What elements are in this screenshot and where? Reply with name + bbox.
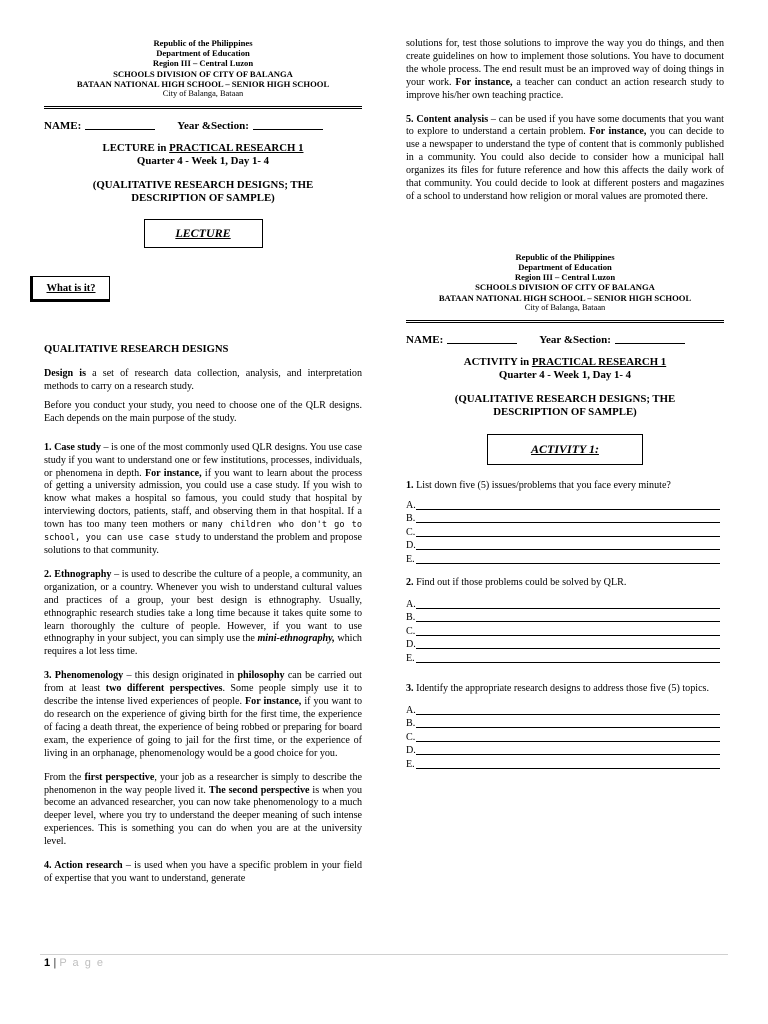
- continuation-fi: For instance,: [455, 76, 513, 88]
- header-line-2: Department of Education: [156, 48, 250, 59]
- answer-line[interactable]: C.: [406, 625, 720, 638]
- content-analysis-fi: For instance,: [589, 126, 647, 138]
- activity-header: [406, 252, 724, 313]
- q3-answers: [406, 704, 720, 771]
- phenomenology-fi: For instance,: [245, 696, 302, 708]
- case-study-fi: For instance,: [144, 467, 202, 479]
- action-research-text: – is used when you have a specific problem in your field of expertise that you want to understand, generate: [44, 860, 362, 884]
- q1-text: List down five (5) issues/problems that you face every minute?: [413, 480, 671, 492]
- phenomenology-text-2: can be carried out from at least: [44, 670, 362, 695]
- q1-answers: [406, 499, 720, 566]
- answer-line[interactable]: A.: [406, 704, 720, 717]
- activity-subject: PRACTICAL RESEARCH 1: [531, 356, 667, 369]
- phenomenology-two: two different perspectives: [105, 683, 223, 695]
- content-analysis-text-2: you can decide to use a newspaper to understand the type of content that is commonly published in a community. You could also decide to consider how a municipal hall organizes its files for future reference and how this affects the daily work of that community. You could decide to look at different posters and magazines of a school to understand how religion or moral values are promoted there.: [406, 126, 725, 202]
- continuation-text-1: solutions for, test those solutions to improve the way you do things, and then create guidelines on how to implement those solutions. You have to document the whole process. The end result must be an improved way of doing things in your work.: [406, 38, 724, 88]
- answer-line[interactable]: C.: [406, 526, 720, 539]
- activity-header-line-4: SCHOOLS DIVISION OF CITY OF BALANGA: [475, 282, 655, 293]
- second-perspective: The second perspective: [208, 784, 310, 796]
- activity-header-line-6: City of Balanga, Bataan: [524, 302, 606, 312]
- answer-line[interactable]: B.: [406, 717, 720, 730]
- phenomenology-text-3: . Some people simply use it to describe the intense lived experiences of people.: [44, 683, 362, 708]
- phenomenology-philosophy: philosophy: [237, 670, 285, 682]
- activity-box: ACTIVITY 1:: [487, 434, 643, 465]
- content-analysis-text-1: – can be used if you have some documents that you want to explore to understand a certain problem.: [406, 113, 724, 138]
- activity-quarter: Quarter 4 - Week 1, Day 1- 4: [498, 369, 632, 382]
- answer-line[interactable]: E.: [406, 652, 720, 665]
- q2-text: Find out if those problems could be solved by QLR.: [413, 577, 627, 589]
- design-paragraph: [44, 368, 362, 394]
- activity-name-blank[interactable]: [447, 334, 517, 344]
- question-2: [406, 577, 724, 590]
- page-footer: [44, 957, 105, 969]
- question-3: [406, 683, 724, 696]
- right-column: [406, 38, 724, 771]
- lecture-header: [44, 38, 362, 99]
- design-term: Design is: [44, 368, 87, 380]
- case-study-paragraph: [44, 442, 362, 558]
- answer-line[interactable]: D.: [406, 744, 720, 757]
- mini-ethnography: mini-ethnography,: [257, 633, 335, 645]
- perspectives-paragraph: [44, 772, 362, 849]
- ethnography-text-2: which requires a lot less time.: [44, 633, 362, 658]
- action-research-paragraph: [44, 860, 362, 886]
- content-analysis-paragraph: [406, 114, 724, 204]
- answer-line[interactable]: D.: [406, 539, 720, 552]
- lecture-subject: PRACTICAL RESEARCH 1: [169, 142, 304, 155]
- header-line-5: BATAAN NATIONAL HIGH SCHOOL – SENIOR HIGH SCHOOL: [76, 78, 330, 89]
- section-heading: QUALITATIVE RESEARCH DESIGNS: [44, 344, 229, 356]
- answer-line[interactable]: E.: [406, 553, 720, 566]
- lecture-box: LECTURE: [144, 219, 263, 248]
- perspectives-text-2: , your job as a researcher is simply to describe the phenomenon in the way people lived it.: [44, 771, 362, 796]
- perspectives-text-1: From the: [44, 771, 85, 783]
- footer-separator: |: [53, 957, 57, 969]
- name-label: NAME:: [44, 120, 82, 133]
- header-divider: [44, 106, 362, 109]
- lecture-quarter: Quarter 4 - Week 1, Day 1- 4: [136, 155, 270, 168]
- answer-line[interactable]: B.: [406, 611, 720, 624]
- year-section-blank[interactable]: [253, 120, 323, 130]
- name-row: [44, 120, 362, 132]
- continuation-text-2: a teacher can conduct an action research study to improve his/her own teaching practice.: [406, 76, 724, 101]
- answer-line[interactable]: B.: [406, 512, 720, 525]
- case-study-text-3: to understand the problem and propose solutions to that community.: [44, 532, 363, 556]
- header-line-6: City of Balanga, Bataan: [162, 89, 244, 99]
- activity-header-line-2: Department of Education: [518, 262, 612, 273]
- q1-number: 1.: [406, 480, 414, 492]
- q2-answers: [406, 598, 720, 665]
- answer-line[interactable]: D.: [406, 638, 720, 651]
- q2-number: 2.: [406, 577, 414, 589]
- answer-line[interactable]: A.: [406, 598, 720, 611]
- header-line-1: Republic of the Philippines: [153, 38, 253, 48]
- first-perspective: first perspective: [84, 771, 155, 783]
- activity-title-prefix: ACTIVITY in: [463, 356, 530, 369]
- phenomenology-paragraph: [44, 670, 362, 760]
- answer-line[interactable]: E.: [406, 758, 720, 771]
- phenomenology-text-4: if you want to do research on the experience of giving birth for the first time, the experience of facing a death threat, the experience of being robbed or preparing for board exam, the experience of going to jail for the first time, or the experience of living in an orphanage, phenomenology would be a good choice for you.: [44, 696, 363, 759]
- question-1: [406, 480, 724, 493]
- page-number: 1: [44, 957, 51, 969]
- lecture-topic: (QUALITATIVE RESEARCH DESIGNS; THE DESCRIPTION OF SAMPLE): [92, 179, 314, 205]
- ethnography-text-1: – is used to describe the culture of a people, a community, an organization, or a country. Whenever you wish to understand cultural values and practices of a group, your best design is ethnography. Usually, ethnographic research studies take a long time because it takes quite some to learn thoroughly the culture of people. However, if you want to use ethnography in your subject, you can simply use the: [44, 568, 363, 645]
- lecture-title: [44, 142, 362, 155]
- name-blank[interactable]: [85, 120, 155, 130]
- perspectives-text-3: is when you become an advanced researcher, you can now take phenomenology to a much deeper level, where you try to understand the deeper meaning of such intense experiences. This is something you can do when you are at the university level.: [44, 784, 363, 848]
- page-word: P a g e: [59, 957, 105, 969]
- header-line-3: Region III – Central Luzon: [152, 58, 254, 69]
- intro-paragraph: Before you conduct your study, you need to choose one of the QLR designs. Each depends on the main purpose of the study.: [44, 399, 362, 424]
- activity-year-section-label: Year &Section:: [539, 334, 611, 347]
- what-is-it-label: What is it?: [30, 276, 110, 302]
- action-research-term: 4. Action research: [44, 860, 123, 872]
- activity-name-label: NAME:: [406, 334, 444, 347]
- phenomenology-text-1: – this design originated in: [123, 670, 238, 682]
- ethnography-paragraph: [44, 569, 362, 659]
- case-study-term: 1. Case study: [44, 441, 101, 453]
- content-analysis-term: 5. Content analysis: [406, 113, 489, 125]
- q3-text: Identify the appropriate research designs to address those five (5) topics.: [413, 682, 710, 694]
- activity-header-line-3: Region III – Central Luzon: [514, 272, 616, 283]
- activity-header-line-5: BATAAN NATIONAL HIGH SCHOOL – SENIOR HIGH SCHOOL: [438, 292, 692, 303]
- phenomenology-term: 3. Phenomenology: [44, 670, 124, 682]
- activity-header-line-1: Republic of the Philippines: [515, 251, 615, 262]
- lecture-title-prefix: LECTURE in: [102, 142, 167, 155]
- q3-number: 3.: [406, 682, 414, 694]
- activity-year-section-blank[interactable]: [615, 334, 685, 344]
- activity-name-row: [406, 334, 724, 346]
- case-study-mono: many children who don't go to school, you can use case study: [44, 520, 362, 544]
- answer-line[interactable]: A.: [406, 499, 720, 512]
- activity-title: [406, 356, 724, 369]
- year-section-label: Year &Section:: [177, 120, 249, 133]
- action-research-continuation: [406, 38, 724, 103]
- lecture-column: [44, 38, 362, 886]
- answer-line[interactable]: C.: [406, 731, 720, 744]
- activity-topic: (QUALITATIVE RESEARCH DESIGNS; THE DESCRIPTION OF SAMPLE): [454, 393, 676, 419]
- activity-header-divider: [406, 320, 724, 323]
- header-line-4: SCHOOLS DIVISION OF CITY OF BALANGA: [113, 68, 293, 79]
- design-def: a set of research data collection, analysis, and interpretation methods to carry on a research study.: [44, 368, 362, 393]
- case-study-text-1: – is one of the most commonly used QLR designs. You use case study if you want to understand one or few institutions, processes, individuals, or phenomena in depth.: [44, 441, 362, 479]
- ethnography-term: 2. Ethnography: [44, 568, 112, 580]
- case-study-text-2: if you want to learn about the process of getting a university admission, you could use a case study. If you wish to know what makes a hospital so famous, you could study that hospital by interviewing doctors, patients, staff, and observing them in that hospital. If a town has too many teen mothers or: [44, 467, 363, 531]
- footer-divider: [40, 954, 728, 955]
